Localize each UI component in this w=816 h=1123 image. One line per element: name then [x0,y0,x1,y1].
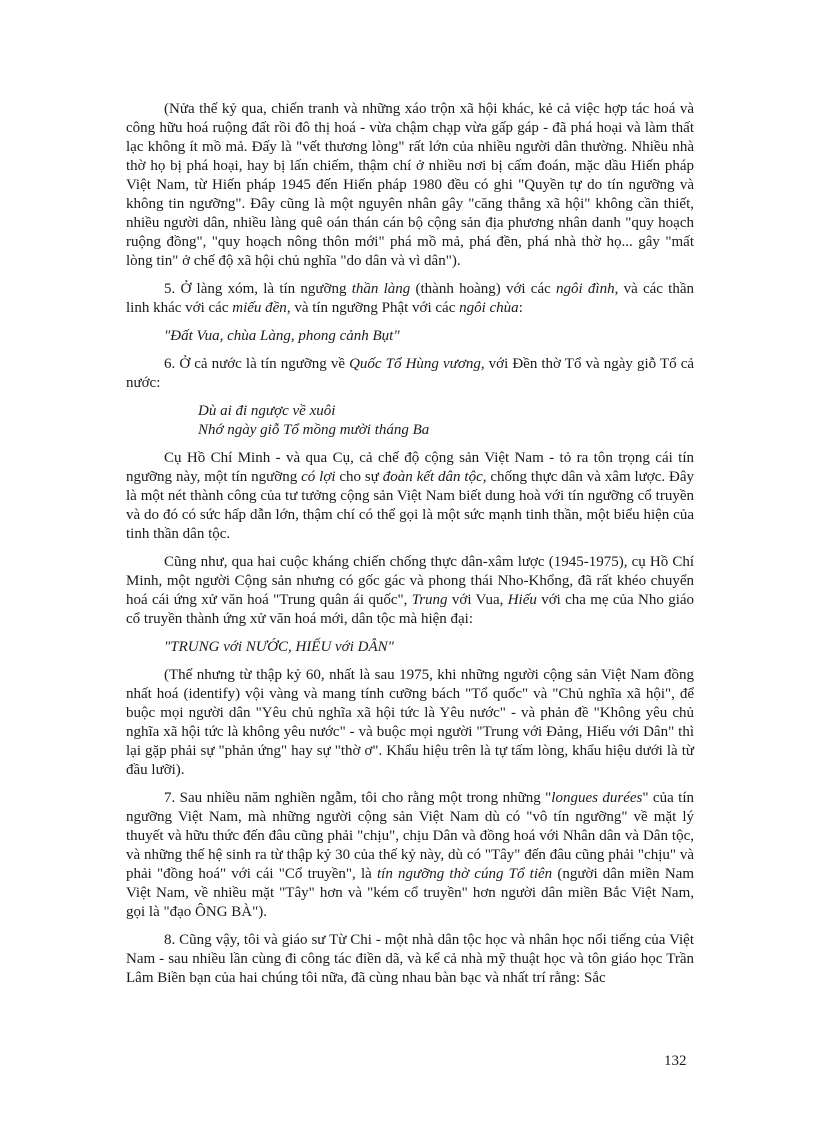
text-run: , và tín ngưỡng Phật với các [286,300,460,316]
paragraph-7 [126,789,694,922]
italic-run: tín ngưỡng thờ cúng Tổ tiên [377,866,553,882]
paragraph-5 [126,280,694,318]
italic-run: longues durées [551,790,643,806]
text-run: Cụ Hồ Chí Minh - và qua Cụ, cả chế độ cộng sản Việt Nam - tỏ ra tôn trọng cái tín ngưỡng này, một tín ngưỡng [126,450,694,485]
text-run: : [518,300,523,316]
paragraph-ho-chi-minh [126,449,694,544]
text-run: 8. Cũng vậy, tôi và giáo sư Từ Chi - một nhà dân tộc học và nhân học nổi tiếng của Việt Nam - sau nhiều lần cùng đi công tác điền dã, và kể cả nhà mỹ thuật học và tôn giáo học Trần Lâm Biền bạn của hai chúng tôi nữa, đã cùng nhau bàn bạc và nhất trí rằng: Sắc [126,932,694,986]
text-run: , với Đền thờ Tổ và ngày giỗ Tổ cả nước: [126,356,695,391]
text-run: với Vua, [447,592,508,608]
italic-run: đoàn kết dân tộc [382,469,483,485]
page-number: 132 [664,1053,687,1069]
italic-run: Trung [411,592,448,608]
text-run: 5. Ở làng xóm, là tín ngưỡng [164,281,352,297]
poem-line: Nhớ ngày giỗ Tổ mồng mười tháng Ba [198,422,430,438]
paragraph-the-nhung [126,666,694,780]
italic-run: có lợi [301,469,336,485]
paragraph-8 [126,931,694,988]
paragraph-6 [126,355,694,393]
text-run: (Thế nhưng từ thập kỷ 60, nhất là sau 1975, khi những người cộng sản Việt Nam đồng nhất hoá (identify) vội vàng và mang tính cưỡng bách "Tổ quốc" và "Chủ nghĩa xã hội", để buộc mọi người dân "Yêu chủ nghĩa xã hội tức là Yêu nước" - và phản đề "Không yêu chủ nghĩa xã hội tức là không yêu nước" - và buộc mọi người "Trung với Đảng, Hiếu với Dân" thì lại gặp phải sự "phản ứng" hay sự "thờ ơ". Khẩu hiệu trên là tự tấm lòng, khẩu hiệu dưới là từ đầu lưỡi). [126,667,694,778]
quote-trung-hieu: "TRUNG với NƯỚC, HIẾU với DÂN" [164,639,394,655]
body-text [126,100,694,997]
poem-line: Dù ai đi ngược về xuôi [198,403,336,419]
text-run: 6. Ở cả nước là tín ngưỡng về [164,356,350,372]
italic-run: thần làng [351,281,411,297]
text-run: " của tín ngưỡng Việt Nam, mà những người cộng sản Việt Nam dù có "vô tín ngưỡng" về mặt lý thuyết và hữu thức đến đâu cũng phải "chịu", chịu Dân và đồng hoá với Nhân dân và Dân tộc, và những thế hệ sinh ra từ thập kỷ 30 của thế kỷ này, dù có "Tây" đến đâu cũng phải "chịu" và phải "đồng hoá" với cái "Cổ truyền", là [126,790,694,882]
text-run: 7. Sau nhiều năm nghiền ngẫm, tôi cho rằng một trong những " [164,790,552,806]
text-run: , và các thần linh khác với các [126,281,694,316]
poem [126,402,694,440]
italic-run: Quốc Tổ Hùng vương [349,356,481,372]
paragraph-khang-chien [126,553,694,629]
text-run: (người dân miền Nam Việt Nam, về nhiều mặt "Tây" hơn và "kém cổ truyền" hơn người dân miền Bắc Việt Nam, gọi là "đạo ÔNG BÀ"). [126,866,694,920]
paragraph-1 [126,100,694,271]
text-run: , chống thực dân và xâm lược. Đây là một nét thành công của tư tưởng cộng sản Việt Nam biết dung hoà với tín ngưỡng cổ truyền và do đó có sức hấp dẫn lớn, thậm chí có thể gọi là một sức mạnh tinh thần, một biểu hiện của tinh thần dân tộc. [126,469,695,542]
text-run: với cha mẹ của Nho giáo cổ truyền thành ứng xử văn hoá mới, dân tộc mà hiện đại: [126,592,695,627]
italic-run: Hiếu [507,592,537,608]
italic-run: ngôi đình [556,281,615,297]
text-run: (thành hoàng) với các [410,281,556,297]
quote-dat-vua: "Đất Vua, chùa Làng, phong cảnh Bụt" [164,328,400,344]
text-run: Cũng như, qua hai cuộc kháng chiến chống thực dân-xâm lược (1945-1975), cụ Hồ Chí Minh, một người Cộng sản nhưng có gốc gác và phong thái Nho-Khổng, đã rất khéo chuyển hoá cái ứng xử văn hoá "Trung quân ái quốc", [126,554,694,608]
italic-run: ngôi chùa [459,300,519,316]
text-run: (Nửa thế kỷ qua, chiến tranh và những xáo trộn xã hội khác, kẻ cả việc hợp tác hoá và công hữu hoá ruộng đất rồi đô thị hoá - vừa chậm chạp vừa gấp gáp - đã phá hoại và làm thất lạc không ít mồ mả. Đấy là "vết thương lòng" rất lớn của nhiều người dân thường. Nhiều nhà thờ họ bị phá hoại, hay bị lấn chiếm, thậm chí ở nhiều nơi bị cấm đoán, mặc dầu Hiến pháp Việt Nam, từ Hiến pháp 1945 đến Hiến pháp 1980 đều có ghi "Quyền tự do tín ngưỡng và không tin ngưỡng". Đây cũng là một nguyên nhân gây "căng thẳng xã hội" không cần thiết, nhiều người dân, nhiều làng quê oán thán cán bộ cộng sản địa phương nhân danh "quy hoạch ruộng đồng", "quy hoạch nông thôn mới" phá mồ mả, phá đền, phá nhà thờ họ... gây "mất lòng tin" ở chế độ xã hội chủ nghĩa "do dân và vì dân"). [126,101,694,269]
text-run: cho sự [335,469,383,485]
italic-run: miếu đền [232,300,287,316]
